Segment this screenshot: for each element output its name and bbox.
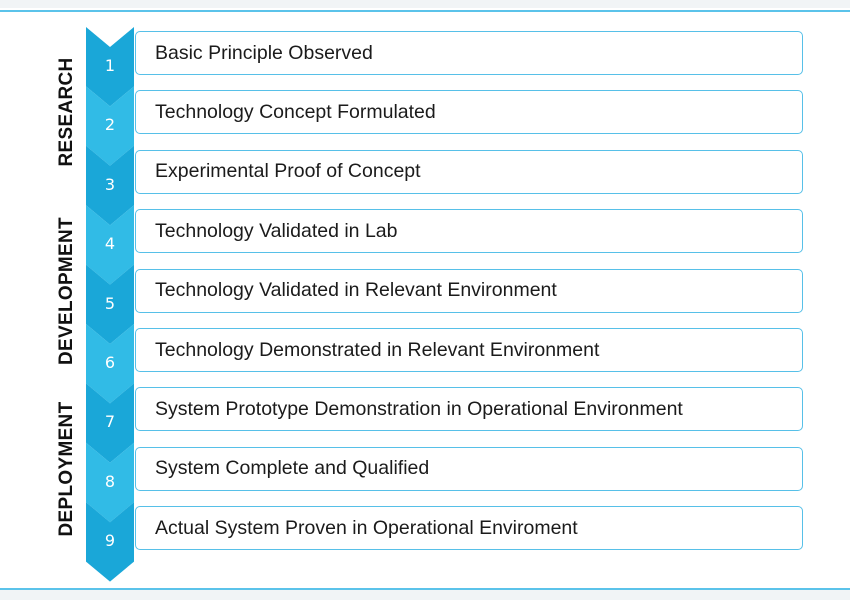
step-box-4: Technology Validated in Lab [135, 209, 803, 253]
step-box-6: Technology Demonstrated in Relevant Environment [135, 328, 803, 372]
level-number-9: 9 [104, 531, 116, 551]
bottom-band [0, 590, 850, 600]
phase-label-development: DEVELOPMENT [56, 216, 77, 365]
level-number-3: 3 [104, 174, 116, 194]
phase-label-deployment: DEPLOYMENT [56, 401, 77, 537]
step-box-3: Experimental Proof of Concept [135, 150, 803, 194]
step-box-7: System Prototype Demonstration in Operational Environment [135, 387, 803, 431]
step-box-1: Basic Principle Observed [135, 31, 803, 75]
phase-label-research: RESEARCH [56, 57, 77, 167]
level-number-8: 8 [104, 471, 116, 491]
step-box-5: Technology Validated in Relevant Environment [135, 269, 803, 313]
step-box-8: System Complete and Qualified [135, 447, 803, 491]
step-box-9: Actual System Proven in Operational Enviroment [135, 506, 803, 550]
level-number-4: 4 [104, 234, 116, 254]
level-number-5: 5 [104, 293, 116, 313]
step-box-2: Technology Concept Formulated [135, 90, 803, 134]
level-number-7: 7 [104, 412, 116, 432]
level-number-1: 1 [104, 56, 116, 75]
level-number-6: 6 [104, 353, 116, 372]
level-number-2: 2 [104, 115, 116, 135]
